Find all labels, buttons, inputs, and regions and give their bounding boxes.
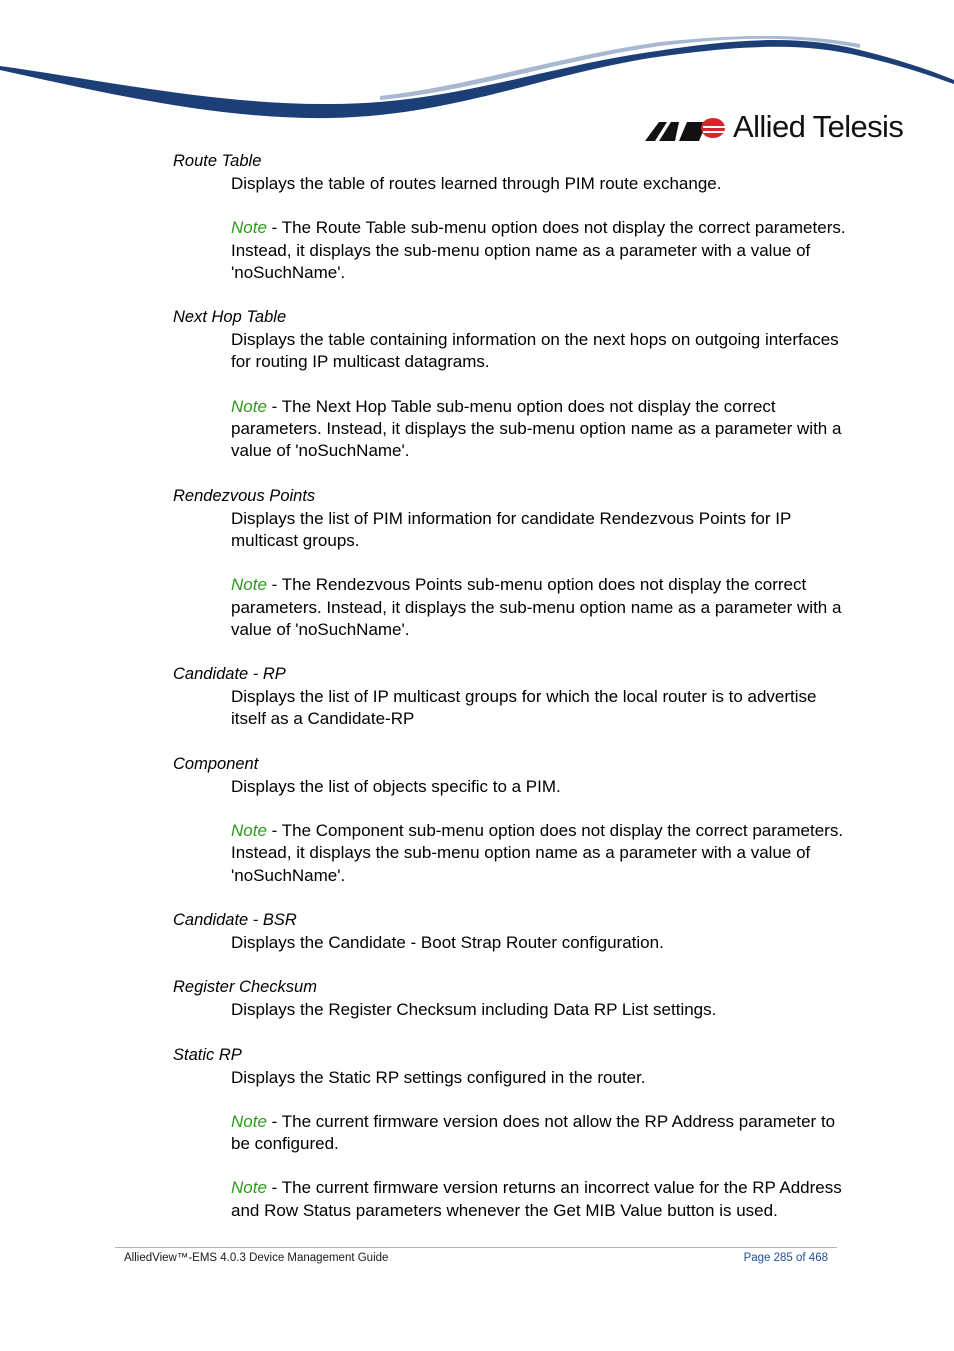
definition-description: Displays the list of objects specific to a PIM. [231, 776, 561, 796]
definition-entry [173, 306, 853, 462]
definition-term: Component [173, 754, 259, 773]
note-label: Note [231, 396, 267, 416]
note-separator: - [266, 218, 282, 238]
note-text: The Rendezvous Points sub-menu option does not display the correct parameters. Instead, it displays the sub-menu option name as a parameter with a value of 'noSuchName'. [231, 575, 842, 639]
note-label: Note [231, 1178, 267, 1198]
note-label: Note [231, 218, 267, 238]
note-separator: - [266, 1111, 282, 1131]
logo-mark-icon [645, 114, 727, 142]
definition-list [173, 150, 853, 1244]
note-label: Note [231, 575, 267, 595]
note-label: Note [231, 1111, 267, 1131]
definition-body [231, 776, 853, 887]
definition-entry [173, 909, 853, 954]
definition-term: Route Table [173, 152, 262, 170]
definition-body [231, 932, 853, 954]
note-separator: - [266, 821, 282, 841]
definition-term: Register Checksum [173, 978, 317, 997]
note-text: The Component sub-menu option does not display the correct parameters. Instead, it displays the sub-menu option name as a parameter with a value of 'noSuchName'. [231, 821, 844, 885]
definition-term: Candidate - BSR [173, 910, 297, 929]
note-paragraph [231, 820, 853, 887]
definition-entry [173, 485, 853, 641]
note-paragraph [231, 217, 853, 284]
definition-entry [173, 663, 853, 731]
definition-body [231, 1067, 853, 1222]
note-separator: - [266, 1178, 282, 1198]
definition-term: Candidate - RP [173, 665, 286, 684]
definition-entry [173, 753, 853, 887]
footer-document-title: AlliedView™-EMS 4.0.3 Device Management Guide [124, 1252, 389, 1264]
note-paragraph [231, 1111, 853, 1156]
definition-description: Displays the list of PIM information for candidate Rendezvous Points for IP multicast groups. [231, 508, 792, 550]
definition-body [231, 686, 853, 731]
definition-body [231, 508, 853, 641]
note-text: The Route Table sub-menu option does not display the correct parameters. Instead, it displays the sub-menu option name as a parameter with a value of 'noSuchName'. [231, 218, 846, 282]
definition-description: Displays the list of IP multicast groups for which the local router is to advertise itself as a Candidate-RP [231, 687, 817, 729]
definition-term: Next Hop Table [173, 308, 287, 327]
definition-term: Static RP [173, 1045, 242, 1064]
note-paragraph [231, 574, 853, 641]
definition-entry [173, 976, 853, 1021]
definition-description: Displays the Register Checksum including Data RP List settings. [231, 1000, 717, 1020]
definition-description: Displays the table containing information on the next hops on outgoing interfaces for routing IP multicast datagrams. [231, 330, 839, 372]
note-paragraph [231, 1177, 853, 1222]
definition-description: Displays the table of routes learned through PIM route exchange. [231, 174, 722, 193]
allied-telesis-logo [645, 109, 904, 146]
definition-body [231, 999, 853, 1021]
logo-wordmark: Allied Telesis [733, 109, 904, 144]
definition-entry [173, 150, 853, 284]
definition-entry [173, 1044, 853, 1222]
note-text: The Next Hop Table sub-menu option does not display the correct parameters. Instead, it displays the sub-menu option name as a parameter with a value of 'noSuchName'. [231, 396, 842, 461]
definition-body [231, 173, 853, 284]
definition-term: Rendezvous Points [173, 486, 316, 505]
note-paragraph [231, 396, 853, 463]
definition-description: Displays the Candidate - Boot Strap Router configuration. [231, 932, 664, 952]
note-text: The current firmware version does not allow the RP Address parameter to be configured. [231, 1111, 836, 1154]
definition-body [231, 329, 853, 462]
note-separator: - [266, 575, 282, 595]
definition-description: Displays the Static RP settings configured in the router. [231, 1067, 646, 1087]
footer-page-number: Page 285 of 468 [743, 1252, 828, 1264]
note-text: The current firmware version returns an incorrect value for the RP Address and Row Status parameters whenever the Get MIB Value button is used. [231, 1178, 842, 1220]
footer-divider [115, 1247, 837, 1248]
note-label: Note [231, 821, 267, 841]
note-separator: - [266, 396, 282, 416]
